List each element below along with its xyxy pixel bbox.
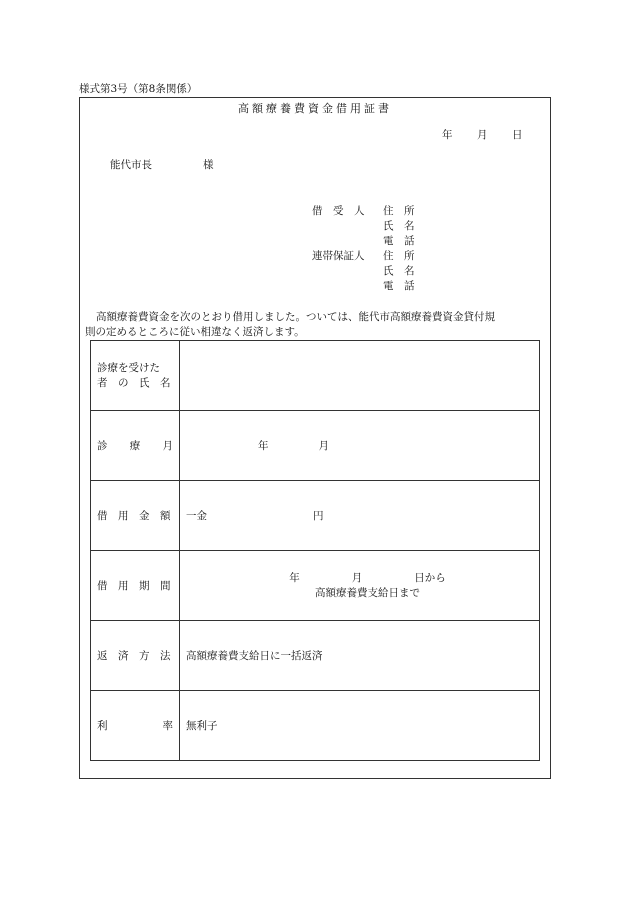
period-field[interactable] (180, 551, 540, 621)
treatment-year-unit: 年 (258, 440, 269, 452)
treatment-month-label-char-3: 月 (162, 440, 173, 452)
borrower-address-label: 住 所 (383, 205, 415, 217)
interest-label-char-1: 利 (97, 720, 108, 732)
repayment-value: 高額療養費支給日に一括返済 (180, 621, 540, 691)
guarantor-address-label: 住 所 (383, 250, 415, 262)
period-day-unit: 日から (414, 571, 446, 584)
interest-value: 無利子 (180, 691, 540, 761)
period-month-unit: 月 (351, 571, 363, 584)
statement-line-1: 高額療養費資金を次のとおり借用しました。ついては、能代市高額療養費資金貸付規 (96, 311, 495, 323)
guarantor-phone-label: 電 話 (383, 280, 415, 292)
amount-unit: 円 (313, 510, 324, 522)
treatment-month-label-char-1: 診 (97, 440, 108, 452)
period-end-text: 高額療養費支給日まで (315, 586, 420, 599)
patient-name-label (91, 341, 180, 411)
table-row-repayment (91, 621, 540, 691)
amount-label: 借 用 金 額 (91, 481, 180, 551)
treatment-month-unit: 月 (318, 440, 329, 452)
document-title: 高額療養費資金借用証書 (238, 102, 392, 115)
treatment-month-field[interactable] (180, 411, 540, 481)
guarantor-role: 連帯保証人 (312, 250, 365, 262)
table-row-interest (91, 691, 540, 761)
interest-label (91, 691, 180, 761)
treatment-month-label-char-2: 療 (129, 440, 141, 452)
form-number: 様式第3号（第8条関係） (79, 83, 198, 95)
date-month: 月 (477, 129, 488, 141)
amount-field[interactable] (180, 481, 540, 551)
period-label: 借 用 期 間 (91, 551, 180, 621)
addressee-honorific: 様 (203, 159, 214, 171)
table-row-treatment-month (91, 411, 540, 481)
date-year: 年 (442, 129, 453, 141)
interest-label-char-2: 率 (162, 720, 173, 732)
guarantor-name-label: 氏 名 (383, 265, 415, 277)
borrower-phone-label: 電 話 (383, 235, 415, 247)
addressee-name: 能代市長 (110, 159, 152, 171)
repayment-label: 返 済 方 法 (91, 621, 180, 691)
statement-line-2: 則の定めるところに従い相違なく返済します。 (85, 326, 305, 338)
borrower-role: 借 受 人 (312, 205, 365, 217)
date-day: 日 (512, 129, 523, 141)
period-year-unit: 年 (289, 571, 300, 584)
borrower-name-label: 氏 名 (383, 220, 415, 232)
patient-label-line-2: 者 の 氏 名 (97, 376, 171, 389)
table-row-amount (91, 481, 540, 551)
patient-name-field[interactable] (180, 341, 540, 411)
patient-label-line-1: 診療を受けた (97, 361, 160, 374)
loan-details-table (90, 340, 540, 761)
table-row-period (91, 551, 540, 621)
amount-prefix: 一金 (186, 510, 207, 522)
treatment-month-label (91, 411, 180, 481)
table-row-patient (91, 341, 540, 411)
